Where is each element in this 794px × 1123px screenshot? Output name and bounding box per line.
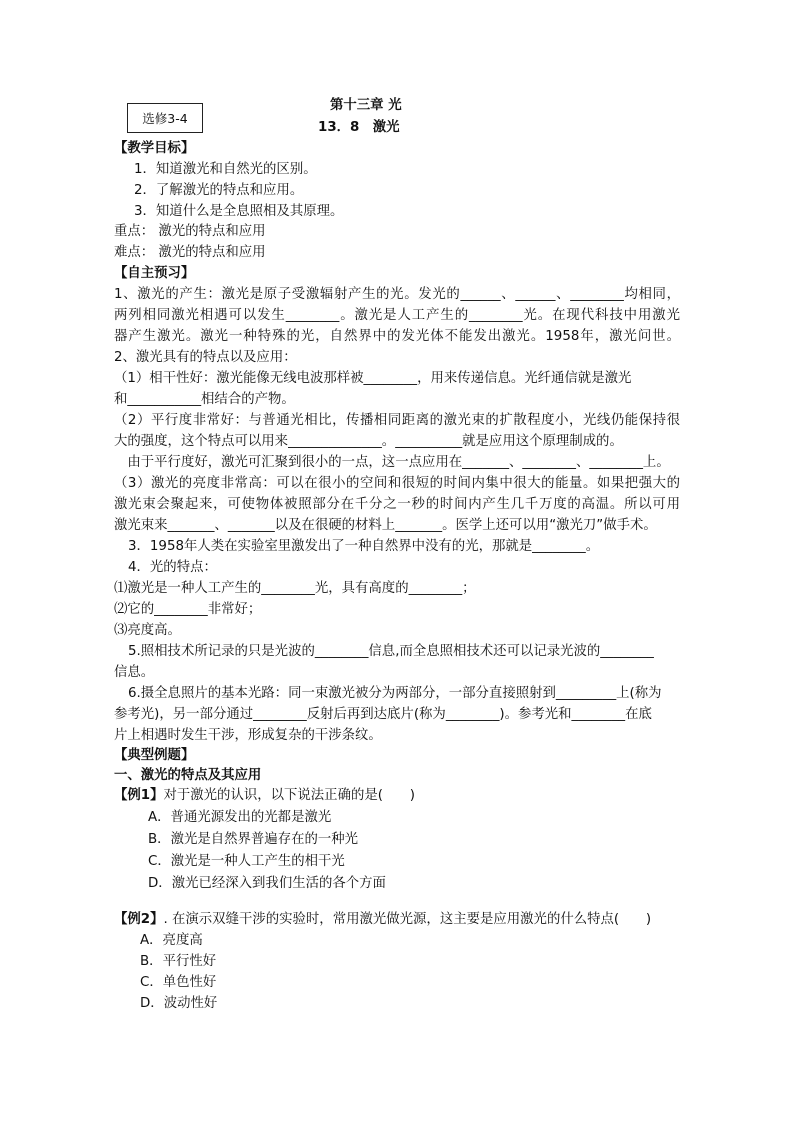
option: D．波动性好 (140, 996, 218, 1011)
preview-line: 器产生激光。激光一种特殊的光，自然界中的发光体不能发出激光。1958年，激光问世。 (114, 329, 680, 344)
preview-line: 5.照相技术所记录的只是光波的________信息,而全息照相技术还可以记录光波的________ (128, 644, 654, 659)
preview-line: ⑵它的________非常好； (114, 602, 262, 617)
part1-heading: 一、激光的特点及其应用 (114, 768, 262, 783)
preview-line: 信息。 (114, 665, 155, 680)
preview-line: 和___________相结合的产物。 (114, 392, 295, 407)
goals-heading: 【教学目标】 (114, 141, 195, 156)
option: A．亮度高 (140, 933, 203, 948)
goal-item: 3．知道什么是全息照相及其原理。 (134, 204, 344, 219)
preview-line: 由于平行度好，激光可汇聚到很小的一点，这一点应用在_______、________、________上。 (114, 455, 670, 470)
preview-line: （2）平行度非常好：与普通光相比，传播相同距离的激光束的扩散程度小，光线仍能保持很 (114, 413, 680, 428)
preview-line: 6.摄全息照片的基本光路：同一束激光被分为两部分，一部分直接照射到_________上(称为 (128, 686, 662, 701)
option: B．平行性好 (140, 954, 217, 969)
preview-line: 参考光)，另一部分通过________反射后再到达底片(称为________)。参考光和________在底 (114, 707, 652, 722)
option: C．激光是一种人工产生的相干光 (148, 854, 345, 869)
preview-line: ⑶亮度高。 (114, 623, 181, 638)
example-label: 【例2】 (114, 912, 164, 927)
preview-line: （3）激光的亮度非常高：可以在很小的空间和很短的时间内集中很大的能量。如果把强大的 (114, 476, 680, 491)
preview-line: 大的强度，这个特点可以用来______________。__________就是应用这个原理制成的。 (114, 434, 623, 449)
example-1-question (114, 786, 415, 806)
key-point: 重点： 激光的特点和应用 (114, 224, 266, 239)
example-label: 【例1】 (114, 788, 164, 803)
preview-line: 激光束来_______、_______以及在很硬的材料上_______。医学上还可以用“激光刀”做手术。 (114, 518, 657, 533)
preview-line: 两列相同激光相遇可以发生________。激光是人工产生的________光。在现代科技中用激光 (114, 308, 680, 323)
preview-line: 片上相遇时发生干涉，形成复杂的干涉条纹。 (114, 728, 382, 743)
preview-line: 激光束会聚起来，可使物体被照部分在千分之一秒的时间内产生几千万度的高温。所以可用 (114, 497, 680, 512)
preview-line: 2、激光具有的特点以及应用： (114, 350, 297, 365)
preview-line: 1、激光的产生：激光是原子受激辐射产生的光。发光的______、______、________均相同， (114, 287, 680, 302)
example-2-question (114, 910, 651, 930)
difficulty: 难点： 激光的特点和应用 (114, 245, 266, 260)
preview-line: 4．光的特点： (128, 560, 217, 575)
preview-line: 3．1958年人类在实验室里激发出了一种自然界中没有的光，那就是________。 (128, 539, 600, 554)
example-text: 对于激光的认识，以下说法正确的是( ) (163, 788, 415, 803)
course-badge: 选修3-4 (127, 103, 203, 133)
example-text: . 在演示双缝干涉的实验时，常用激光做光源，这主要是应用激光的什么特点( ) (163, 912, 652, 927)
chapter-title: 第十三章 光 (330, 98, 402, 113)
goal-item: 1．知道激光和自然光的区别。 (134, 162, 317, 177)
option: B．激光是自然界普遍存在的一种光 (148, 832, 359, 847)
option: D．激光已经深入到我们生活的各个方面 (148, 876, 386, 891)
preview-line: （1）相干性好：激光能像无线电波那样被________，用来传递信息。光纤通信就是激光 (114, 371, 632, 386)
section-title: 13．8 激光 (318, 120, 400, 135)
preview-heading: 【自主预习】 (114, 266, 195, 281)
examples-heading: 【典型例题】 (114, 748, 195, 763)
goal-item: 2．了解激光的特点和应用。 (134, 183, 304, 198)
option: C．单色性好 (140, 975, 217, 990)
option: A．普通光源发出的光都是激光 (148, 810, 332, 825)
preview-line: ⑴激光是一种人工产生的________光，具有高度的________； (114, 581, 476, 596)
